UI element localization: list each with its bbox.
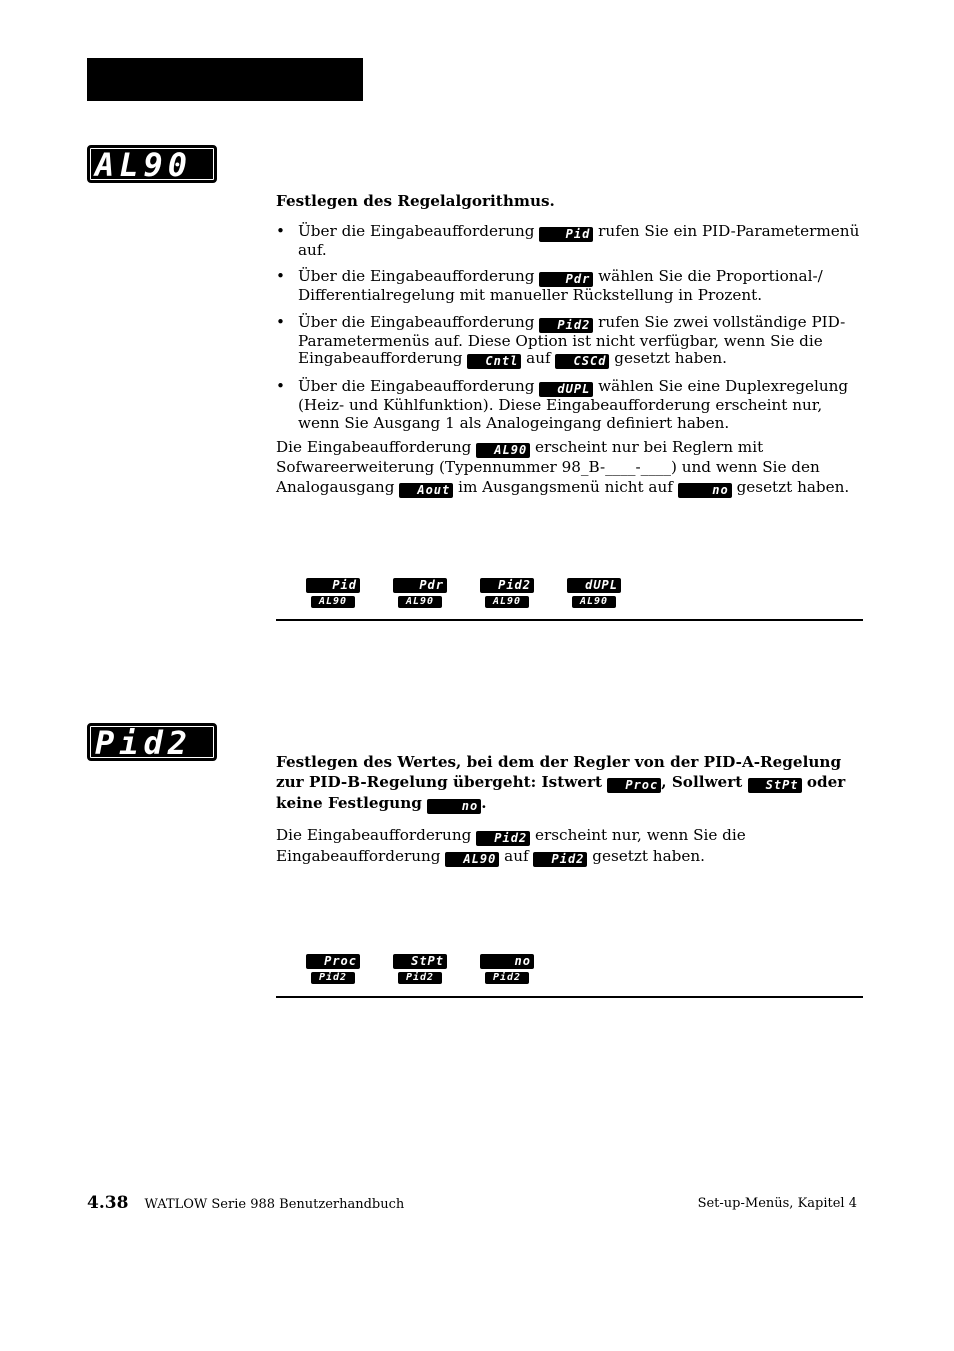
pid-display-icon: Pid [306,578,360,593]
al90-small-display-icon: AL90 [485,596,529,608]
no-display-icon: no [480,954,534,969]
algorithm-options-list [276,223,863,433]
option-pid2 [480,578,534,608]
section1-options [306,578,621,608]
section1-divider [276,619,863,621]
cscd-code-icon: CSCd [555,354,609,369]
dupl-code-icon: dUPL [539,382,593,397]
pid2-code-icon: Pid2 [533,852,587,867]
stpt-code-icon: StPt [748,778,802,793]
stpt-display-icon: StPt [393,954,447,969]
pid2-code-icon: Pid2 [539,318,593,333]
section2-heading: Festlegen des Wertes, bei dem der Regler von der PID-A-Regelung zur PID-B-Regelung übergeht: Istwert Proc , Sollwert StPt oder keine Festlegung no . [276,753,846,813]
al90-code-icon: AL90 [476,443,530,458]
option-stpt [393,954,447,984]
pid2-small-display-icon: Pid2 [311,972,355,984]
list-item: • Über die Eingabeaufforderung Pid rufen Sie ein PID-Parametermenü auf. [276,223,863,260]
header-bar [87,58,363,101]
option-pid [306,578,360,608]
pdr-display-icon: Pdr [393,578,447,593]
pdr-code-icon: Pdr [539,272,593,287]
no-code-icon: no [427,799,481,814]
section2-content [276,752,863,867]
section1-note: Die Eingabeaufforderung AL90 erscheint nur bei Reglern mit Sofwareerweiterung (Typennummer 98_B-____-____) und wenn Sie den Analogausgang Aout im Ausgangsmenü nicht auf no gesetzt haben. [276,438,850,497]
section2-note: Die Eingabeaufforderung Pid2 erscheint nur, wenn Sie die Eingabeaufforderung AL90 auf Pid2 gesetzt haben. [276,826,746,866]
page-number: 4.38 [87,1193,129,1213]
no-code-icon: no [678,483,732,498]
section2-divider [276,996,863,998]
pid2-display-icon: Pid2 [87,723,217,761]
pid2-small-display-icon: Pid2 [398,972,442,984]
page-footer [87,1193,857,1213]
option-proc [306,954,360,984]
al90-small-display-icon: AL90 [572,596,616,608]
al90-small-display-icon: AL90 [311,596,355,608]
proc-code-icon: Proc [607,778,661,793]
al90-display-icon: AL90 [87,145,217,183]
aout-code-icon: Aout [399,483,453,498]
pid2-code-icon: Pid2 [476,831,530,846]
pid-code-icon: Pid [539,227,593,242]
list-item: • Über die Eingabeaufforderung Pdr wählen Sie die Proportional-/ Differentialregelung mit manueller Rückstellung in Prozent. [276,268,863,305]
al90-small-display-icon: AL90 [398,596,442,608]
section1-heading: Festlegen des Regelalgorithmus. [276,192,555,210]
list-item: • Über die Eingabeaufforderung dUPL wählen Sie eine Duplexregelung (Heiz- und Kühlfunktion). Diese Eingabeaufforderung erscheint nur, wenn Sie Ausgang 1 als Analogeingang definiert haben. [276,378,863,432]
manual-title: WATLOW Serie 988 Benutzerhandbuch [144,1197,405,1212]
pid2-small-display-icon: Pid2 [485,972,529,984]
cntl-code-icon: Cntl [467,354,521,369]
option-pdr [393,578,447,608]
dupl-display-icon: dUPL [567,578,621,593]
chapter-label: Set-up-Menüs, Kapitel 4 [697,1196,857,1211]
proc-display-icon: Proc [306,954,360,969]
al90-code-icon: AL90 [445,852,499,867]
section1-content [276,193,863,498]
option-no [480,954,534,984]
list-item: • Über die Eingabeaufforderung Pid2 rufen Sie zwei vollständige PID-Parametermenüs auf. Diese Option ist nicht verfügbar, wenn Sie die Eingabeaufforderung Cntl auf CSCd gesetzt haben. [276,314,863,370]
pid2-display-icon: Pid2 [480,578,534,593]
section2-options [306,954,534,984]
option-dupl [567,578,621,608]
